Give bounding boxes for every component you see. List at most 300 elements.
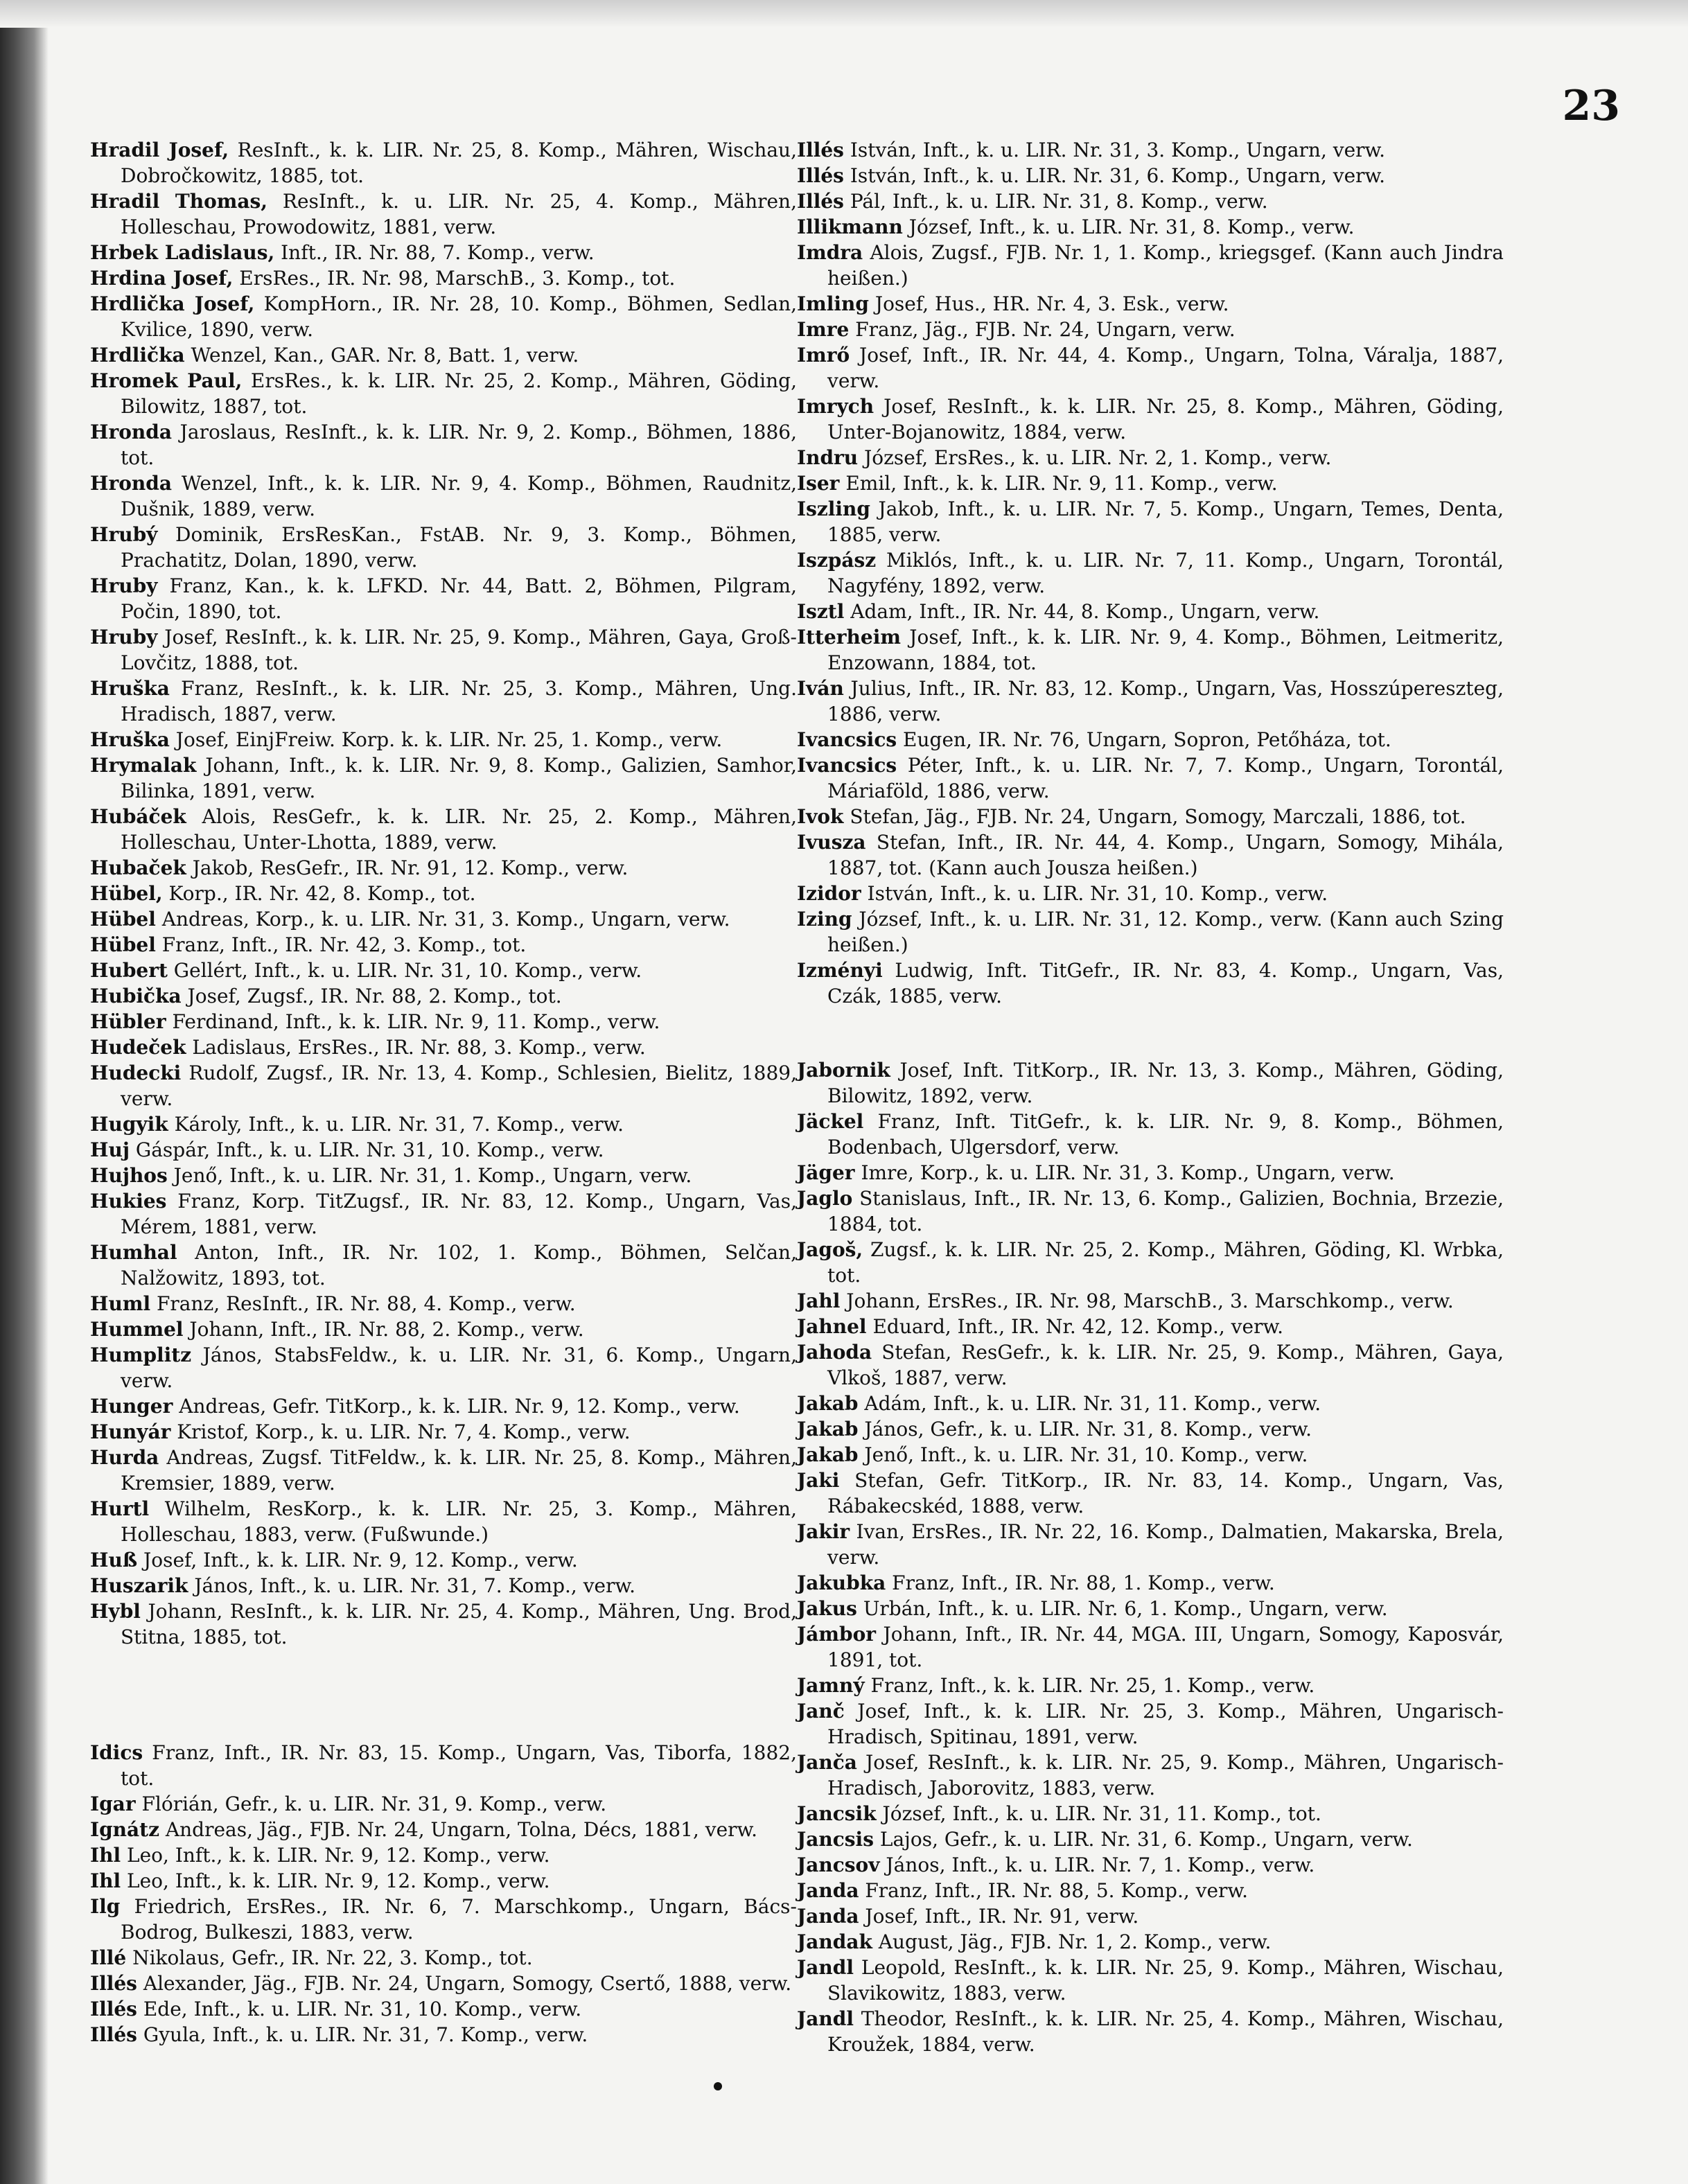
register-entry <box>797 2006 1504 2057</box>
register-entry <box>797 1955 1504 2006</box>
entry-details: Jakob, Inft., k. u. LIR. Nr. 7, 5. Komp., Ungarn, Temes, Denta, 1885, verw. <box>827 497 1504 546</box>
entry-details: Wilhelm, ResKorp., k. k. LIR. Nr. 25, 3. Komp., Mähren, Holleschau, 1883, verw. (Fußwunde.) <box>121 1497 797 1546</box>
entry-surname: Hruby <box>90 626 158 649</box>
entry-surname: Huß <box>90 1549 138 1571</box>
register-entry <box>90 1060 797 1111</box>
register-entry <box>90 1599 797 1650</box>
entry-details: Josef, Inft., IR. Nr. 44, 4. Komp., Ungarn, Tolna, Váralja, 1887, verw. <box>827 344 1504 392</box>
entry-surname: Jäger <box>797 1161 855 1184</box>
entry-details: Gellért, Inft., k. u. LIR. Nr. 31, 10. Komp., verw. <box>167 959 642 982</box>
entry-surname: Hybl <box>90 1600 141 1623</box>
register-entry <box>797 1878 1504 1903</box>
register-entry <box>90 624 797 676</box>
register-entry <box>90 188 797 240</box>
register-entry <box>797 599 1504 624</box>
entry-details: Adam, Inft., IR. Nr. 44, 8. Komp., Ungarn, verw. <box>844 600 1320 623</box>
entry-details: Lajos, Gefr., k. u. LIR. Nr. 31, 6. Komp., Ungarn, verw. <box>873 1828 1413 1851</box>
entry-surname: Illé <box>90 1946 127 1969</box>
print-mark <box>714 2082 722 2090</box>
right-column <box>797 137 1504 2057</box>
entry-details: Johann, Inft., k. k. LIR. Nr. 9, 8. Komp., Galizien, Samhor, Bilinka, 1891, verw. <box>121 754 797 802</box>
entry-details: Stefan, ResGefr., k. k. LIR. Nr. 25, 9. Komp., Mähren, Gaya, Vlkoš, 1887, verw. <box>827 1341 1504 1389</box>
entry-surname: Jancsik <box>797 1802 877 1825</box>
register-entry <box>90 1240 797 1291</box>
entry-details: Miklós, Inft., k. u. LIR. Nr. 7, 11. Komp., Ungarn, Torontál, Nagyfény, 1892, verw. <box>827 549 1504 597</box>
entry-details: Károly, Inft., k. u. LIR. Nr. 31, 7. Komp., verw. <box>168 1113 624 1136</box>
register-entry <box>797 137 1504 163</box>
entry-surname: Humplitz <box>90 1344 192 1366</box>
register-entry <box>90 1111 797 1137</box>
register-entry <box>90 1188 797 1240</box>
entry-details: Alois, ResGefr., k. k. LIR. Nr. 25, 2. Komp., Mähren, Holleschau, Unter-Lhotta, 1889, verw. <box>121 805 797 854</box>
register-entry <box>90 1009 797 1034</box>
register-entry <box>90 1316 797 1342</box>
entry-details: Josef, Inft., k. k. LIR. Nr. 9, 4. Komp., Böhmen, Leitmeritz, Enzowann, 1884, tot. <box>827 626 1504 674</box>
entry-details: Wenzel, Inft., k. k. LIR. Nr. 9, 4. Komp., Böhmen, Raudnitz, Dušnik, 1889, verw. <box>121 472 797 520</box>
entry-surname: Hruška <box>90 728 170 751</box>
entry-details: Nikolaus, Gefr., IR. Nr. 22, 3. Komp., tot. <box>126 1946 533 1969</box>
right-group-j <box>797 1057 1504 2057</box>
entry-surname: Ihl <box>90 1844 121 1867</box>
entry-details: Josef, Inft., IR. Nr. 91, verw. <box>859 1905 1139 1928</box>
entry-surname: Hummel <box>90 1318 184 1341</box>
entry-details: Zugsf., k. k. LIR. Nr. 25, 2. Komp., Mähren, Göding, Kl. Wrbka, tot. <box>827 1238 1504 1287</box>
entry-details: Josef, ResInft., k. k. LIR. Nr. 25, 8. Komp., Mähren, Göding, Unter-Bojanowitz, 1884, verw. <box>827 395 1504 443</box>
entry-surname: Hrymalak <box>90 754 197 777</box>
entry-surname: Hubaček <box>90 856 186 879</box>
register-entry <box>797 1416 1504 1442</box>
entry-details: Anton, Inft., IR. Nr. 102, 1. Komp., Böhmen, Selčan, Nalžowitz, 1893, tot. <box>121 1241 797 1289</box>
entry-details: Andreas, Zugsf. TitFeldw., k. k. LIR. Nr. 25, 8. Komp., Mähren, Kremsier, 1889, verw. <box>121 1446 797 1495</box>
register-entry <box>797 727 1504 752</box>
entry-details: Johann, Inft., IR. Nr. 88, 2. Komp., verw. <box>183 1318 584 1341</box>
register-entry <box>797 291 1504 317</box>
entry-details: István, Inft., k. u. LIR. Nr. 31, 6. Komp., Ungarn, verw. <box>843 164 1386 187</box>
entry-surname: Illés <box>90 1998 137 2020</box>
entry-surname: Janča <box>797 1751 857 1774</box>
register-entry <box>90 1740 797 1791</box>
entry-details: Johann, ResInft., k. k. LIR. Nr. 25, 4. Komp., Mähren, Ung. Brod, Stitna, 1885, tot. <box>121 1600 797 1648</box>
left-column <box>90 137 797 2048</box>
entry-surname: Hubička <box>90 985 182 1007</box>
register-entry <box>797 1519 1504 1570</box>
entry-surname: Indru <box>797 446 859 469</box>
entry-surname: Jahnel <box>797 1315 867 1338</box>
entry-details: Johann, ErsRes., IR. Nr. 98, MarschB., 3. Marschkomp., verw. <box>840 1289 1454 1312</box>
entry-surname: Ivancsics <box>797 754 897 777</box>
entry-surname: Ivok <box>797 805 844 828</box>
entry-details: Andreas, Korp., k. u. LIR. Nr. 31, 3. Komp., Ungarn, verw. <box>155 908 730 931</box>
entry-surname: Izményi <box>797 959 883 982</box>
register-entry <box>90 522 797 573</box>
page-top-shadow <box>0 0 1688 28</box>
entry-surname: Humhal <box>90 1241 177 1264</box>
register-entry <box>90 958 797 983</box>
section-gap <box>797 1009 1504 1057</box>
entry-surname: Huj <box>90 1138 130 1161</box>
entry-details: Adám, Inft., k. u. LIR. Nr. 31, 11. Komp., verw. <box>858 1392 1321 1415</box>
entry-surname: Jamný <box>797 1674 865 1697</box>
register-entry <box>797 1852 1504 1878</box>
entry-details: Franz, Inft., IR. Nr. 88, 5. Komp., verw. <box>859 1879 1248 1902</box>
register-entry <box>90 1445 797 1496</box>
entry-details: József, Inft., k. u. LIR. Nr. 31, 12. Komp., verw. (Kann auch Szing heißen.) <box>827 908 1504 956</box>
entry-details: Wenzel, Kan., GAR. Nr. 8, Batt. 1, verw. <box>184 344 579 367</box>
entry-surname: Hrdlička <box>90 344 185 367</box>
entry-details: Péter, Inft., k. u. LIR. Nr. 7, 7. Komp., Ungarn, Torontál, Máriaföld, 1886, verw. <box>827 754 1504 802</box>
entry-surname: Imdra <box>797 241 863 264</box>
entry-details: Franz, Inft. TitGefr., k. k. LIR. Nr. 9, 8. Komp., Böhmen, Bodenbach, Ulgersdorf, verw. <box>827 1110 1504 1159</box>
entry-details: KompHorn., IR. Nr. 28, 10. Komp., Böhmen, Sedlan, Kvilice, 1890, verw. <box>121 292 798 341</box>
register-entry <box>90 727 797 752</box>
entry-details: Josef, Inft. TitKorp., IR. Nr. 13, 3. Komp., Mähren, Göding, Bilowitz, 1892, verw. <box>827 1059 1504 1107</box>
register-entry <box>797 1442 1504 1468</box>
entry-surname: Hurda <box>90 1446 159 1469</box>
entry-details: Franz, ResInft., k. k. LIR. Nr. 25, 3. Komp., Mähren, Ung. Hradisch, 1887, verw. <box>121 677 797 725</box>
entry-surname: Illés <box>797 190 844 213</box>
entry-surname: Idics <box>90 1741 143 1764</box>
entry-details: Franz, Inft., IR. Nr. 88, 1. Komp., verw. <box>886 1571 1275 1594</box>
register-entry <box>90 137 797 188</box>
entry-details: Johann, Inft., IR. Nr. 44, MGA. III, Ungarn, Somogy, Kaposvár, 1891, tot. <box>827 1623 1504 1671</box>
entry-surname: Jámbor <box>797 1623 877 1646</box>
entry-surname: Hübel <box>90 908 156 931</box>
entry-details: Leopold, ResInft., k. k. LIR. Nr. 25, 9. Komp., Mähren, Wischau, Slavikowitz, 1883, verw. <box>827 1956 1504 2005</box>
entry-surname: Hübel, <box>90 882 163 905</box>
register-entry <box>90 1945 797 1971</box>
entry-surname: Hruby <box>90 574 158 597</box>
register-entry <box>797 1570 1504 1596</box>
entry-surname: Hronda <box>90 472 172 495</box>
entry-surname: Jahl <box>797 1289 841 1312</box>
entry-surname: Jandak <box>797 1930 872 1953</box>
register-entry <box>90 1496 797 1547</box>
entry-surname: Jakus <box>797 1597 857 1620</box>
entry-surname: Huml <box>90 1292 151 1315</box>
register-entry <box>797 1750 1504 1801</box>
register-entry <box>797 906 1504 958</box>
register-entry <box>797 547 1504 599</box>
entry-details: Andreas, Jäg., FJB. Nr. 24, Ungarn, Tolna, Décs, 1881, verw. <box>159 1818 758 1841</box>
register-entry <box>90 1419 797 1445</box>
entry-surname: Jandl <box>797 1956 854 1979</box>
entry-surname: Illés <box>797 164 844 187</box>
entry-surname: Illés <box>797 139 844 161</box>
register-entry <box>797 1826 1504 1852</box>
entry-details: Stefan, Inft., IR. Nr. 44, 4. Komp., Ungarn, Somogy, Mihála, 1887, tot. (Kann auch Jousza heißen.) <box>827 831 1504 879</box>
register-entry <box>797 240 1504 291</box>
register-entry <box>90 265 797 291</box>
entry-surname: Hronda <box>90 421 172 443</box>
entry-details: Josef, ResInft., k. k. LIR. Nr. 25, 9. Komp., Mähren, Gaya, Groß-Lovčitz, 1888, tot. <box>121 626 797 674</box>
register-entry <box>797 804 1504 829</box>
entry-details: Alois, Zugsf., FJB. Nr. 1, 1. Komp., kriegsgef. (Kann auch Jindra heißen.) <box>827 241 1504 290</box>
entry-details: Franz, Jäg., FJB. Nr. 24, Ungarn, verw. <box>849 318 1236 341</box>
register-entry <box>90 855 797 881</box>
entry-surname: Hruška <box>90 677 170 700</box>
register-entry <box>797 1314 1504 1339</box>
register-entry <box>797 1903 1504 1929</box>
register-entry <box>90 1868 797 1894</box>
register-entry <box>90 2022 797 2048</box>
register-entry <box>90 470 797 522</box>
entry-details: Eduard, Inft., IR. Nr. 42, 12. Komp., verw. <box>866 1315 1284 1338</box>
entry-surname: Jancsis <box>797 1828 874 1851</box>
entry-surname: Ilg <box>90 1895 121 1918</box>
register-entry <box>797 445 1504 470</box>
register-entry <box>90 240 797 265</box>
entry-surname: Jakab <box>797 1418 859 1441</box>
register-entry <box>797 624 1504 676</box>
entry-surname: Hurtl <box>90 1497 150 1520</box>
entry-details: Dominik, ErsResKan., FstAB. Nr. 9, 3. Komp., Böhmen, Prachatitz, Dolan, 1890, verw. <box>121 523 797 572</box>
entry-details: August, Jäg., FJB. Nr. 1, 2. Komp., verw. <box>872 1930 1272 1953</box>
entry-surname: Ihl <box>90 1869 121 1892</box>
entry-details: József, Inft., k. u. LIR. Nr. 31, 8. Komp., verw. <box>902 215 1355 238</box>
entry-details: Josef, Zugsf., IR. Nr. 88, 2. Komp., tot. <box>181 985 562 1007</box>
entry-details: Friedrich, ErsRes., IR. Nr. 6, 7. Marschkomp., Ungarn, Bács-Bodrog, Bulkeszi, 1883, verw. <box>120 1895 797 1944</box>
entry-details: Stanislaus, Inft., IR. Nr. 13, 6. Komp., Galizien, Bochnia, Brzezie, 1884, tot. <box>827 1187 1504 1235</box>
entry-details: Theodor, ResInft., k. k. LIR. Nr. 25, 4. Komp., Mähren, Wischau, Kroužek, 1884, verw. <box>827 2007 1504 2056</box>
entry-surname: Jandl <box>797 2007 854 2030</box>
entry-details: Ladislaus, ErsRes., IR. Nr. 88, 3. Komp., verw. <box>186 1036 646 1059</box>
entry-details: Ferdinand, Inft., k. k. LIR. Nr. 9, 11. Komp., verw. <box>166 1010 660 1033</box>
entry-details: Jakob, ResGefr., IR. Nr. 91, 12. Komp., verw. <box>186 856 628 879</box>
entry-details: Julius, Inft., IR. Nr. 83, 12. Komp., Ungarn, Vas, Hosszúpereszteg, 1886, verw. <box>827 677 1504 725</box>
entry-details: ResInft., k. k. LIR. Nr. 25, 8. Komp., Mähren, Wischau, Dobročkowitz, 1885, tot. <box>121 139 797 187</box>
register-entry <box>90 1342 797 1393</box>
register-entry <box>90 1163 797 1188</box>
entry-surname: Hukies <box>90 1190 167 1213</box>
entry-details: József, ErsRes., k. u. LIR. Nr. 2, 1. Komp., verw. <box>858 446 1332 469</box>
register-entry <box>90 342 797 368</box>
register-entry <box>797 317 1504 342</box>
entry-details: Josef, Inft., k. k. LIR. Nr. 9, 12. Komp., verw. <box>137 1549 578 1571</box>
register-entry <box>797 496 1504 547</box>
register-entry <box>797 470 1504 496</box>
entry-surname: Jabornik <box>797 1059 890 1082</box>
register-entry <box>797 1057 1504 1109</box>
entry-surname: Imre <box>797 318 850 341</box>
entry-surname: Hrubý <box>90 523 158 546</box>
entry-details: Franz, Kan., k. k. LFKD. Nr. 44, Batt. 2, Böhmen, Pilgram, Počin, 1890, tot. <box>121 574 797 623</box>
entry-details: István, Inft., k. u. LIR. Nr. 31, 10. Komp., verw. <box>861 882 1328 905</box>
register-entry <box>797 1160 1504 1186</box>
entry-surname: Hrbek Ladislaus, <box>90 241 275 264</box>
entry-details: ResInft., k. u. LIR. Nr. 25, 4. Komp., Mähren, Holleschau, Prowodowitz, 1881, verw. <box>121 190 797 238</box>
register-entry <box>90 804 797 855</box>
entry-details: Stefan, Jäg., FJB. Nr. 24, Ungarn, Somogy, Marczali, 1886, tot. <box>843 805 1466 828</box>
left-group-i <box>90 1740 797 2048</box>
register-entry <box>797 829 1504 881</box>
entry-surname: Jäckel <box>797 1110 864 1133</box>
entry-surname: Hunger <box>90 1395 173 1418</box>
register-entry <box>797 676 1504 727</box>
register-entry <box>90 1842 797 1868</box>
register-entry <box>797 1109 1504 1160</box>
entry-surname: Hradil Josef, <box>90 139 229 161</box>
entry-details: ErsRes., k. k. LIR. Nr. 25, 2. Komp., Mähren, Göding, Bilowitz, 1887, tot. <box>121 369 797 418</box>
entry-surname: Hudecki <box>90 1062 182 1084</box>
entry-details: Eugen, IR. Nr. 76, Ungarn, Sopron, Petőháza, tot. <box>897 728 1391 751</box>
entry-surname: Hunyár <box>90 1420 171 1443</box>
register-entry <box>797 1929 1504 1955</box>
register-entry <box>90 1137 797 1163</box>
register-entry <box>797 1621 1504 1673</box>
entry-surname: Janč <box>797 1700 845 1723</box>
entry-surname: Huszarik <box>90 1574 188 1597</box>
section-gap <box>90 1650 797 1740</box>
entry-details: Leo, Inft., k. k. LIR. Nr. 9, 12. Komp., verw. <box>121 1844 550 1867</box>
register-entry <box>90 1791 797 1817</box>
entry-details: Inft., IR. Nr. 88, 7. Komp., verw. <box>274 241 595 264</box>
entry-surname: Janda <box>797 1905 859 1928</box>
register-entry <box>797 1801 1504 1826</box>
entry-details: Jenő, Inft., k. u. LIR. Nr. 31, 1. Komp., Ungarn, verw. <box>167 1164 692 1187</box>
entry-details: József, Inft., k. u. LIR. Nr. 31, 11. Komp., tot. <box>876 1802 1321 1825</box>
entry-surname: Illés <box>90 2023 137 2046</box>
register-entry <box>90 419 797 470</box>
entry-surname: Jahoda <box>797 1341 872 1364</box>
entry-surname: Ignátz <box>90 1818 160 1841</box>
entry-surname: Iser <box>797 472 840 495</box>
register-entry <box>797 1288 1504 1314</box>
entry-surname: Isztl <box>797 600 845 623</box>
entry-details: Imre, Korp., k. u. LIR. Nr. 31, 3. Komp., Ungarn, verw. <box>854 1161 1395 1184</box>
register-entry <box>797 752 1504 804</box>
entry-surname: Jakir <box>797 1520 850 1543</box>
entry-surname: Jaki <box>797 1469 840 1492</box>
entry-details: Leo, Inft., k. k. LIR. Nr. 9, 12. Komp., verw. <box>121 1869 550 1892</box>
register-entry <box>797 214 1504 240</box>
entry-details: Stefan, Gefr. TitKorp., IR. Nr. 83, 14. Komp., Ungarn, Vas, Rábakecskéd, 1888, verw. <box>827 1469 1504 1517</box>
entry-details: István, Inft., k. u. LIR. Nr. 31, 3. Komp., Ungarn, verw. <box>843 139 1386 161</box>
entry-surname: Hubert <box>90 959 168 982</box>
entry-details: Jenő, Inft., k. u. LIR. Nr. 31, 10. Komp., verw. <box>858 1443 1308 1466</box>
entry-details: Franz, Inft., IR. Nr. 42, 3. Komp., tot. <box>155 933 527 956</box>
entry-details: Franz, Inft., IR. Nr. 83, 15. Komp., Ungarn, Vas, Tiborfa, 1882, tot. <box>121 1741 797 1790</box>
page-binding-shadow <box>0 0 49 2184</box>
entry-surname: Ivancsics <box>797 728 897 751</box>
entry-surname: Hübler <box>90 1010 166 1033</box>
register-entry <box>797 881 1504 906</box>
entry-details: Franz, Korp. TitZugsf., IR. Nr. 83, 12. Komp., Ungarn, Vas, Mérem, 1881, verw. <box>121 1190 797 1238</box>
entry-details: Pál, Inft., k. u. LIR. Nr. 31, 8. Komp., verw. <box>843 190 1268 213</box>
entry-details: János, Gefr., k. u. LIR. Nr. 31, 8. Komp., verw. <box>858 1418 1312 1441</box>
entry-details: Gáspár, Inft., k. u. LIR. Nr. 31, 10. Komp., verw. <box>129 1138 604 1161</box>
page-number: 23 <box>1562 82 1620 130</box>
entry-surname: Hübel <box>90 933 156 956</box>
entry-details: János, Inft., k. u. LIR. Nr. 31, 7. Komp., verw. <box>188 1574 636 1597</box>
entry-surname: Hujhos <box>90 1164 168 1187</box>
entry-surname: Illikmann <box>797 215 903 238</box>
entry-details: Franz, Inft., k. k. LIR. Nr. 25, 1. Komp., verw. <box>864 1674 1315 1697</box>
register-entry <box>90 1573 797 1599</box>
entry-surname: Jakubka <box>797 1571 886 1594</box>
entry-surname: Iszling <box>797 497 870 520</box>
entry-surname: Imling <box>797 292 869 315</box>
entry-details: Josef, ResInft., k. k. LIR. Nr. 25, 9. Komp., Mähren, Ungarisch-Hradisch, Jaborovitz, 1883, verw. <box>827 1751 1504 1799</box>
register-entry <box>797 342 1504 394</box>
entry-details: János, Inft., k. u. LIR. Nr. 7, 1. Komp., verw. <box>879 1853 1315 1876</box>
register-entry <box>90 906 797 932</box>
register-entry <box>797 1186 1504 1237</box>
register-entry <box>90 1393 797 1419</box>
entry-details: Ede, Inft., k. u. LIR. Nr. 31, 10. Komp., verw. <box>137 1998 582 2020</box>
entry-details: János, StabsFeldw., k. u. LIR. Nr. 31, 6. Komp., Ungarn, verw. <box>121 1344 797 1392</box>
entry-surname: Hradil Thomas, <box>90 190 268 213</box>
entry-surname: Izing <box>797 908 852 931</box>
register-entry <box>797 958 1504 1009</box>
entry-surname: Itterheim <box>797 626 901 649</box>
entry-details: Josef, EinjFreiw. Korp. k. k. LIR. Nr. 25, 1. Komp., verw. <box>169 728 723 751</box>
register-entry <box>797 1339 1504 1391</box>
entry-surname: Ivusza <box>797 831 866 854</box>
entry-details: Kristof, Korp., k. u. LIR. Nr. 7, 4. Komp., verw. <box>170 1420 631 1443</box>
entry-details: Rudolf, Zugsf., IR. Nr. 13, 4. Komp., Schlesien, Bielitz, 1889, verw. <box>121 1062 797 1110</box>
entry-surname: Iszpász <box>797 549 877 572</box>
entry-surname: Janda <box>797 1879 859 1902</box>
entry-surname: Hugyik <box>90 1113 168 1136</box>
entry-surname: Jakab <box>797 1443 859 1466</box>
register-entry <box>797 1391 1504 1416</box>
entry-surname: Hrdina Josef, <box>90 267 234 290</box>
right-group-i <box>797 137 1504 1009</box>
register-entry <box>90 881 797 906</box>
register-entry <box>90 291 797 342</box>
entry-surname: Imrő <box>797 344 850 367</box>
register-entry <box>797 1698 1504 1750</box>
entry-surname: Jancsov <box>797 1853 880 1876</box>
register-entry <box>90 676 797 727</box>
entry-surname: Igar <box>90 1793 136 1815</box>
entry-details: Flórián, Gefr., k. u. LIR. Nr. 31, 9. Komp., verw. <box>135 1793 607 1815</box>
register-entry <box>797 1596 1504 1621</box>
entry-details: Gyula, Inft., k. u. LIR. Nr. 31, 7. Komp., verw. <box>137 2023 588 2046</box>
entry-details: Josef, Hus., HR. Nr. 4, 3. Esk., verw. <box>868 292 1229 315</box>
register-entry <box>797 188 1504 214</box>
register-entry <box>90 1291 797 1316</box>
entry-surname: Iván <box>797 677 844 700</box>
entry-details: Ludwig, Inft. TitGefr., IR. Nr. 83, 4. Komp., Ungarn, Vas, Czák, 1885, verw. <box>827 959 1504 1007</box>
register-entry <box>90 932 797 958</box>
register-entry <box>90 1971 797 1996</box>
entry-surname: Hrdlička Josef, <box>90 292 255 315</box>
entry-details: Jaroslaus, ResInft., k. k. LIR. Nr. 9, 2. Komp., Böhmen, 1886, tot. <box>121 421 797 469</box>
register-entry <box>90 368 797 419</box>
entry-surname: Illés <box>90 1972 137 1995</box>
register-entry <box>797 1237 1504 1288</box>
entry-details: Andreas, Gefr. TitKorp., k. k. LIR. Nr. 9, 12. Komp., verw. <box>173 1395 740 1418</box>
entry-surname: Hubáček <box>90 805 186 828</box>
entry-details: Ivan, ErsRes., IR. Nr. 22, 16. Komp., Dalmatien, Makarska, Brela, verw. <box>827 1520 1504 1569</box>
register-entry <box>90 1547 797 1573</box>
entry-surname: Hromek Paul, <box>90 369 243 392</box>
register-entry <box>797 394 1504 445</box>
register-entry <box>797 1468 1504 1519</box>
register-entry <box>797 1673 1504 1698</box>
entry-surname: Jaglo <box>797 1187 853 1210</box>
register-entry <box>90 1894 797 1945</box>
register-entry <box>90 1996 797 2022</box>
entry-details: Alexander, Jäg., FJB. Nr. 24, Ungarn, Somogy, Csertő, 1888, verw. <box>137 1972 792 1995</box>
register-entry <box>90 1034 797 1060</box>
register-entry <box>90 1817 797 1842</box>
entry-details: Urbán, Inft., k. u. LIR. Nr. 6, 1. Komp., Ungarn, verw. <box>856 1597 1388 1620</box>
entry-surname: Imrych <box>797 395 874 418</box>
register-entry <box>90 983 797 1009</box>
entry-details: Korp., IR. Nr. 42, 8. Komp., tot. <box>162 882 476 905</box>
